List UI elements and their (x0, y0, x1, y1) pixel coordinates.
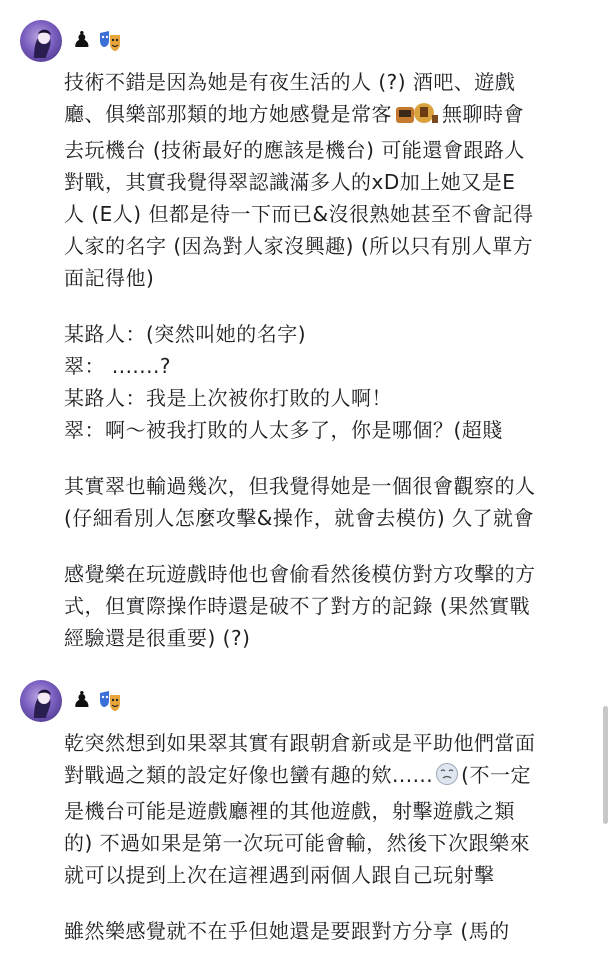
text-line: 就可以提到上次在這裡遇到兩個人跟自己玩射擊 (64, 863, 495, 887)
text-line: 對戰過之類的設定好像也蠻有趣的欸...... (不一定 (64, 759, 594, 795)
avatar[interactable] (20, 20, 62, 62)
text-line: 去玩機台 (技術最好的應該是機台) 可能還會跟路人 (64, 138, 525, 162)
text-line: 廳、俱樂部那類的地方她感覺是常客 無聊時會 (64, 98, 594, 134)
avatar-figure-icon (20, 680, 62, 722)
dialogue-line: 某路人：我是上次被你打敗的人啊！ (64, 386, 392, 410)
text-line: 人家的名字 (因為對人家沒興趣) (所以只有別人單方 (64, 234, 534, 258)
comment-header (20, 678, 122, 724)
theater-mask-icon (98, 30, 122, 52)
theater-mask-icon (98, 690, 122, 712)
text-line: 人 (E人) 但都是待一下而已&沒很熟她甚至不會記得 (64, 202, 534, 226)
text-line: 的) 不過如果是第一次玩可能會輸，然後下次跟樂來 (64, 831, 531, 855)
text-line: 其實翠也輸過幾次，但我覺得她是一個很會觀察的人 (64, 474, 536, 498)
text-line: 式，但實際操作時還是破不了對方的記錄 (果然實戰 (64, 594, 531, 618)
avatar[interactable] (20, 680, 62, 722)
dialogue-line: 翠： .......? (64, 354, 171, 378)
comment-body (64, 727, 594, 947)
text-line: 面記得他) (64, 266, 155, 290)
text-line: 是機台可能是遊戲廳裡的其他遊戲，射擊遊戲之類 (64, 799, 515, 823)
comment-body (64, 66, 594, 654)
chess-pawn-icon: ♟ (72, 688, 92, 713)
text-line: 技術不錯是因為她是有夜生活的人 (?) 酒吧、遊戲 (64, 70, 516, 94)
scrollbar[interactable] (603, 706, 608, 824)
arcade-emoji-icon (394, 101, 440, 134)
dialogue-line: 翠：啊～被我打敗的人太多了，你是哪個？(超賤 (64, 418, 503, 442)
text-line: 乾突然想到如果翠其實有跟朝倉新或是平助他們當面 (64, 731, 536, 755)
text-line: (仔細看別人怎麼攻擊&操作，就會去模仿) 久了就會 (64, 506, 535, 530)
dialogue-line: 某路人：(突然叫她的名字) (64, 322, 307, 346)
cold-sweat-face-icon (435, 762, 459, 795)
text-line: 感覺樂在玩遊戲時他也會偷看然後模仿對方攻擊的方 (64, 562, 536, 586)
chess-pawn-icon: ♟ (72, 28, 92, 53)
comment-header (20, 18, 122, 64)
text-line: 雖然樂感覺就不在乎但她還是要跟對方分享 (馬的 (64, 919, 510, 943)
text-line: 對戰，其實我覺得翠認識滿多人的xD加上她又是E (64, 170, 516, 194)
text-line: 經驗還是很重要) (?) (64, 626, 251, 650)
avatar-figure-icon (20, 20, 62, 62)
